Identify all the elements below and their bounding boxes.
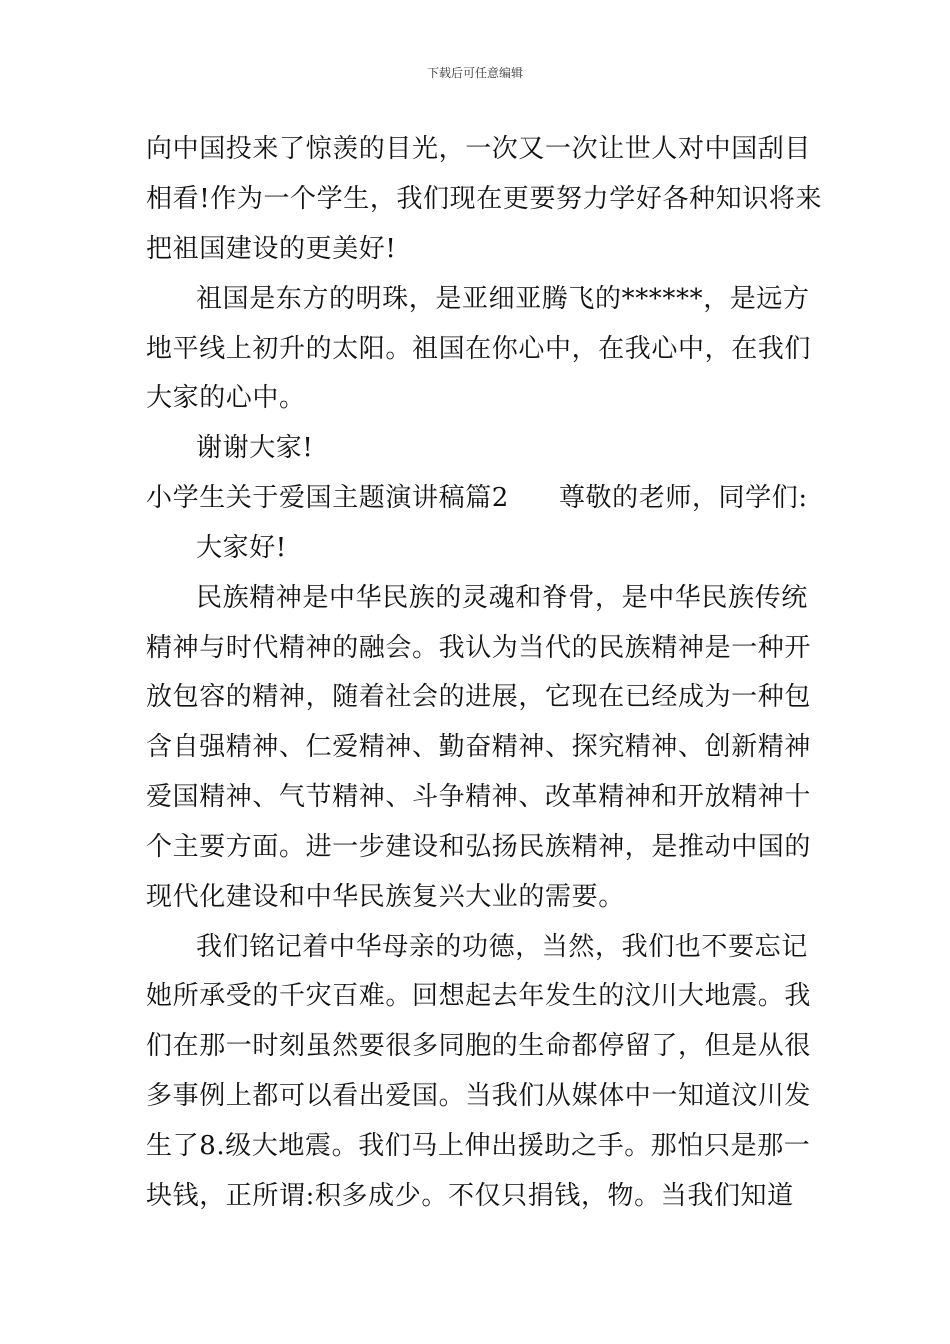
- text-line: 向中国投来了惊羡的目光，一次又一次让世人对中国刮目: [146, 134, 812, 164]
- text-line: 个主要方面。进一步建设和弘扬民族精神，是推动中国的: [146, 832, 812, 862]
- text-line: 生了8.级大地震。我们马上伸出援助之手。那怕只是那一: [146, 1131, 811, 1161]
- text-line: 地平线上初升的太阳。祖国在你心中，在我心中，在我们: [146, 334, 812, 364]
- text-line: 祖国是东方的明珠，是亚细亚腾飞的******，是远方: [196, 284, 810, 314]
- text-line: 大家的心中。: [146, 383, 306, 413]
- text-line: 多事例上都可以看出爱国。当我们从媒体中一知道汶川发: [146, 1081, 812, 1111]
- page-header: 下载后可任意编辑: [426, 66, 523, 80]
- text-line: 民族精神是中华民族的灵魂和脊骨，是中华民族传统: [196, 583, 808, 613]
- text-line: 含自强精神、仁爱精神、勤奋精神、探究精神、创新精神: [146, 732, 812, 762]
- salutation: 尊敬的老师，同学们:: [558, 483, 808, 513]
- text-line: 们在那一时刻虽然要很多同胞的生命都停留了，但是从很: [146, 1031, 812, 1061]
- text-line: 现代化建设和中华民族复兴大业的需要。: [146, 882, 625, 912]
- section-title: 小学生关于爱国主题演讲稿篇2: [146, 483, 509, 513]
- text-line: 我们铭记着中华母亲的功德，当然，我们也不要忘记: [196, 932, 808, 962]
- text-line: 她所承受的千灾百难。回想起去年发生的汶川大地震。我: [146, 981, 812, 1011]
- section-heading-line: [146, 482, 808, 514]
- text-line: 精神与时代精神的融会。我认为当代的民族精神是一种开: [146, 633, 812, 663]
- text-line: 把祖国建设的更美好!: [146, 234, 397, 264]
- text-line: 大家好!: [196, 533, 287, 563]
- text-line: 爱国精神、气节精神、斗争精神、改革精神和开放精神十: [146, 782, 812, 812]
- text-line: 块钱，正所谓:积多成少。不仅只捐钱，物。当我们知道: [146, 1181, 794, 1211]
- text-line: 相看!作为一个学生，我们现在更要努力学好各种知识将来: [146, 184, 823, 214]
- text-line: 谢谢大家!: [196, 433, 314, 463]
- text-line: 放包容的精神，随着社会的进展，它现在已经成为一种包: [146, 682, 812, 712]
